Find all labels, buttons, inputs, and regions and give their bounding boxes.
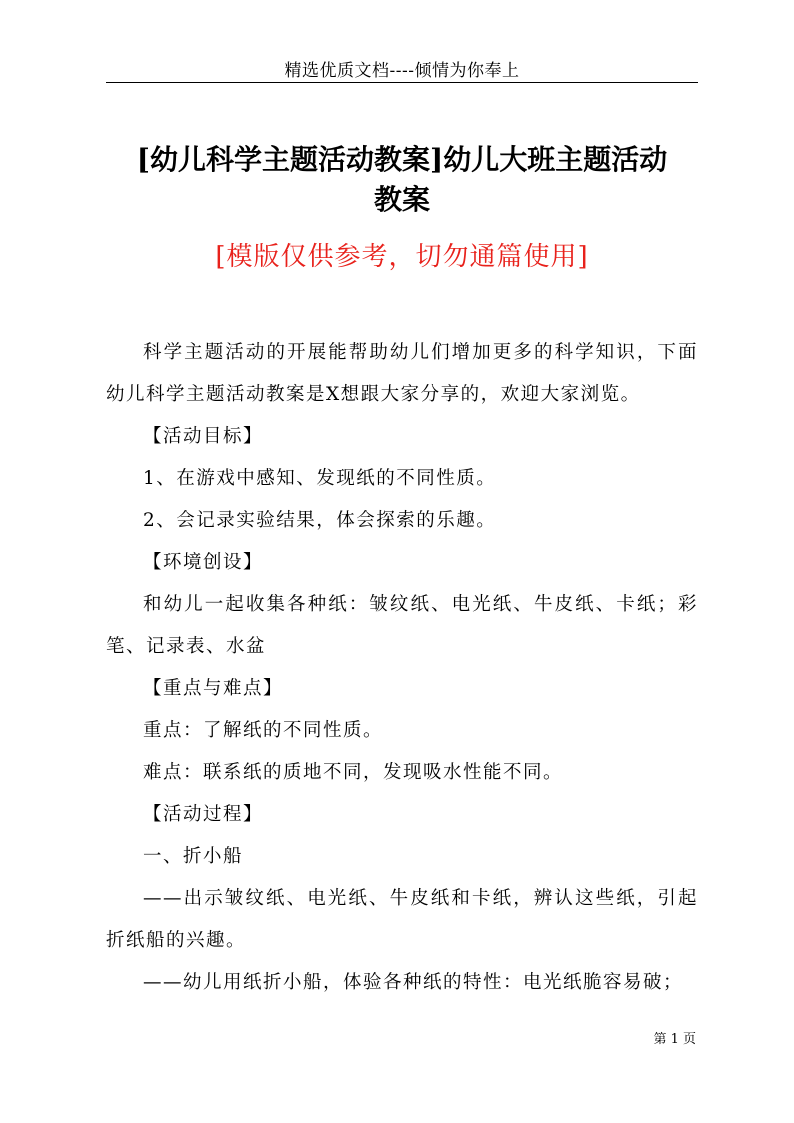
paragraph-step-1: 一、折小船 — [143, 846, 244, 867]
paragraph-step-1-detail-b: ——幼儿用纸折小船，体验各种纸的特性：电光纸脆容易破； — [143, 972, 684, 993]
document-subtitle: [模版仅供参考，切勿通篇使用] — [215, 242, 589, 272]
heading-process: 【活动过程】 — [143, 804, 264, 825]
paragraph-intro: 科学主题活动的开展能帮助幼儿们增加更多的科学知识，下面幼儿科学主题活动教案是X想跟大家分享的，欢迎大家浏览。 — [106, 342, 698, 405]
document-title-line-2: 教案 — [373, 183, 430, 216]
paragraph-goal-1: 1、在游戏中感知、发现纸的不同性质。 — [143, 468, 497, 489]
paragraph-key-point: 重点：了解纸的不同性质。 — [143, 720, 384, 741]
document-body — [106, 332, 698, 1004]
page-number: 第 1 页 — [653, 1032, 696, 1047]
paragraph-step-1-detail-a: ——出示皱纹纸、电光纸、牛皮纸和卡纸，辨认这些纸，引起折纸船的兴趣。 — [106, 888, 698, 951]
header-divider — [106, 82, 698, 83]
heading-activity-goals: 【活动目标】 — [143, 426, 264, 447]
document-title — [106, 140, 698, 220]
heading-environment: 【环境创设】 — [143, 552, 264, 573]
document-title-line-1: [幼儿科学主题活动教案]幼儿大班主题活动 — [136, 143, 668, 176]
heading-key-points: 【重点与难点】 — [143, 678, 284, 699]
paragraph-materials: 和幼儿一起收集各种纸：皱纹纸、电光纸、牛皮纸、卡纸；彩笔、记录表、水盆 — [106, 594, 698, 657]
page-header: 精选优质文档----倾情为你奉上 — [284, 61, 520, 81]
paragraph-difficulty: 难点：联系纸的质地不同，发现吸水性能不同。 — [143, 762, 564, 783]
paragraph-goal-2: 2、会记录实验结果，体会探索的乐趣。 — [143, 510, 497, 531]
